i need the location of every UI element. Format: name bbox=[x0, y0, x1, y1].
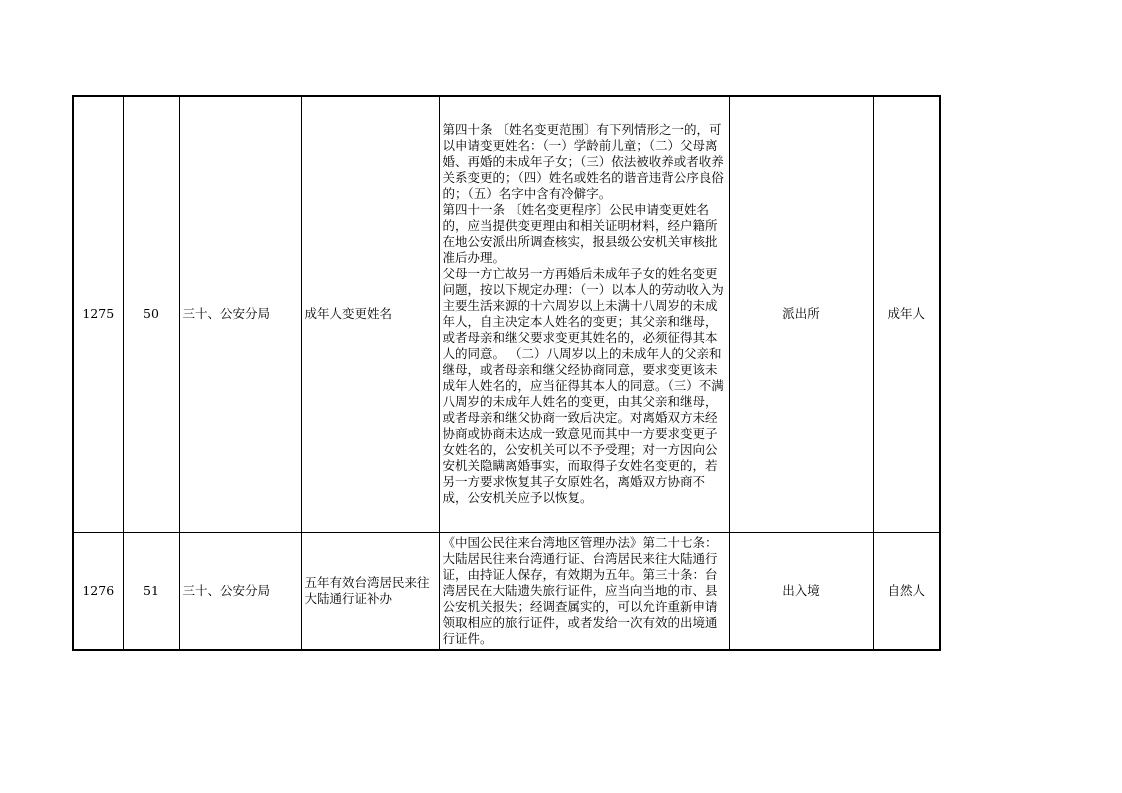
table-row bbox=[73, 96, 940, 532]
implementer-cell: 出入境 bbox=[729, 532, 873, 650]
legal-basis-cell bbox=[439, 532, 729, 650]
table-row bbox=[73, 532, 940, 650]
basis-paragraph: 父母一方亡故另一方再婚后未成年子女的姓名变更问题，按以下规定办理：（一）以本人的劳动收入为主要生活来源的十六周岁以上未满十八周岁的未成年人，自主决定本人姓名的变更；其父亲和继母，或者母亲和继父要求变更其姓名的，必须征得其本人的同意。 （二）八周岁以上的未成年人的父亲和继母，或者母亲和继父经协商同意，要求变更该未成年人姓名的，应当征得其本人的同意。（三）不满八周岁的未成年人姓名的变更，由其父亲和继母，或者母亲和继父协商一致后决定。对离婚双方未经协商或协商未达成一致意见而其中一方要求变更子女姓名的，公安机关可以不予受理；对一方因向公安机关隐瞒离婚事实，而取得子女姓名变更的，若另一方要求恢复其子女原姓名，离婚双方协商不成，公安机关应予以恢复。 bbox=[442, 266, 724, 506]
sub-seq-cell: 51 bbox=[123, 532, 179, 650]
target-cell: 自然人 bbox=[873, 532, 940, 650]
item-name-cell: 成年人变更姓名 bbox=[301, 96, 439, 532]
department-cell: 三十、公安分局 bbox=[179, 96, 301, 532]
basis-paragraph: 第四十条 〔姓名变更范围〕有下列情形之一的，可以申请变更姓名：（一）学龄前儿童；（二）父母离婚、再婚的未成年子女；（三）依法被收养或者收养关系变更的；（四）姓名或姓名的谐音违背公序良俗的；（五）名字中含有冷僻字。 bbox=[442, 122, 724, 202]
implementer-cell: 派出所 bbox=[729, 96, 873, 532]
basis-paragraph: 《中国公民往来台湾地区管理办法》第二十七条：大陆居民往来台湾通行证、台湾居民来往大陆通行证，由持证人保存，有效期为五年。第三十条：台湾居民在大陆遗失旅行证件，应当向当地的市、县公安机关报失；经调查属实的，可以允许重新申请领取相应的旅行证件，或者发给一次有效的出境通行证件。 bbox=[442, 534, 718, 646]
items-table bbox=[72, 95, 941, 651]
department-cell: 三十、公安分局 bbox=[179, 532, 301, 650]
seq-cell: 1275 bbox=[73, 96, 123, 532]
basis-paragraph: 第四十一条 〔姓名变更程序〕公民申请变更姓名的，应当提供变更理由和相关证明材料，经户籍所在地公安派出所调查核实，报县级公安机关审核批准后办理。 bbox=[442, 202, 718, 266]
legal-basis-cell bbox=[439, 96, 729, 532]
seq-cell: 1276 bbox=[73, 532, 123, 650]
sub-seq-cell: 50 bbox=[123, 96, 179, 532]
target-cell: 成年人 bbox=[873, 96, 940, 532]
item-name-cell: 五年有效台湾居民来往大陆通行证补办 bbox=[301, 532, 439, 650]
